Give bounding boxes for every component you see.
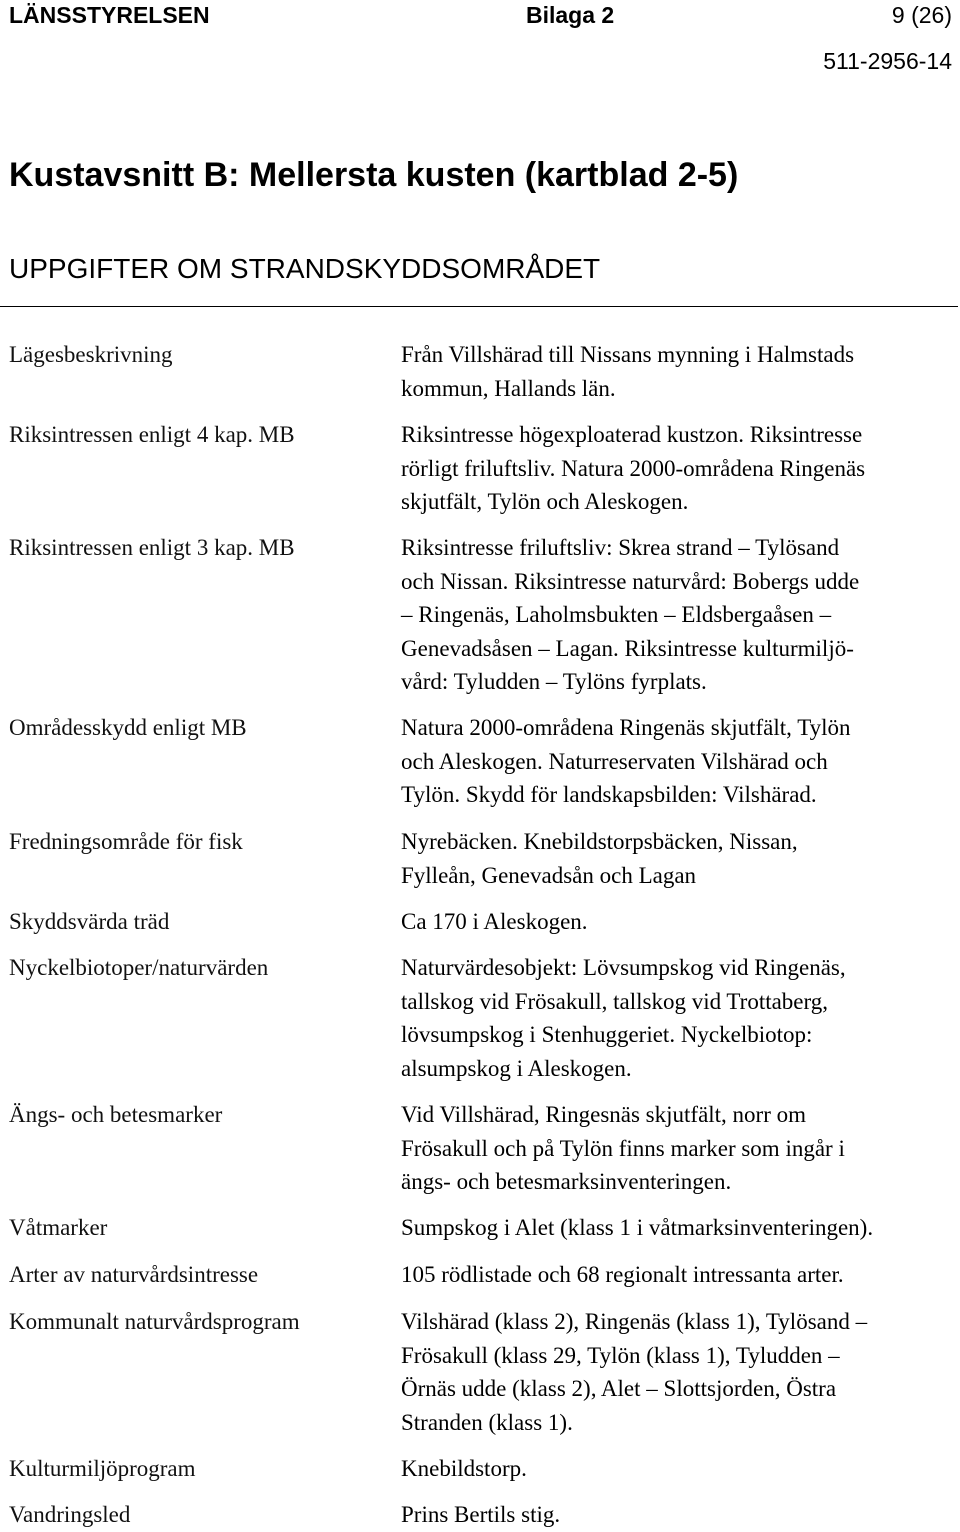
row-label: Kommunalt naturvårdsprogram — [9, 1309, 300, 1334]
appendix-label: Bilaga 2 — [526, 2, 615, 28]
row-value: Vid Villshärad, Ringesnäs skjutfält, norr om Frösakull och på Tylön finns marker som ingår i ängs- och betesmarksinventeringen. — [401, 1102, 845, 1194]
row-value: Riksintresse friluftsliv: Skrea strand – Tylösand och Nissan. Riksintresse naturvård: Bobergs udde – Ringenäs, Laholmsbukten – Eldsbergaåsen – Genevadsåsen – Lagan. Riksintresse kulturmiljö- vård: Tyludden – Tylöns fyrplats. — [401, 535, 860, 694]
row-value: Naturvärdesobjekt: Lövsumpskog vid Ringenäs, tallskog vid Frösakull, tallskog vid Trottaberg, lövsumpskog i Stenhuggeriet. Nyckelbiotop: alsumpskog i Aleskogen. — [401, 955, 846, 1081]
row-value: Riksintresse högexploaterad kustzon. Riksintresse rörligt friluftsliv. Natura 2000-områdena Ringenäs skjutfält, Tylön och Aleskogen. — [401, 422, 866, 514]
row-label: Lägesbeskrivning — [9, 342, 173, 367]
page-number: 9 (26) — [891, 2, 952, 28]
row-value: Från Villshärad till Nissans mynning i Halmstads kommun, Hallands län. — [401, 342, 855, 401]
row-value: Prins Bertils stig. — [401, 1502, 561, 1527]
section-subtitle: UPPGIFTER OM STRANDSKYDDSOMRÅDET — [9, 253, 601, 284]
row-label: Fredningsområde för fisk — [9, 829, 243, 854]
row-value: Ca 170 i Aleskogen. — [401, 909, 588, 934]
row-label: Områdesskydd enligt MB — [9, 715, 247, 740]
row-label: Kulturmiljöprogram — [9, 1456, 196, 1481]
row-value: Vilshärad (klass 2), Ringenäs (klass 1), Tylösand – Frösakull (klass 29, Tylön (klass 1), Tyludden – Örnäs udde (klass 2), Alet – Slottsjorden, Östra Stranden (klass 1). — [401, 1309, 868, 1435]
row-label: Skyddsvärda träd — [9, 909, 170, 934]
row-value: 105 rödlistade och 68 regionalt intressanta arter. — [401, 1262, 844, 1287]
row-value: Natura 2000-områdena Ringenäs skjutfält, Tylön och Aleskogen. Naturreservaten Vilshärad och Tylön. Skydd för landskapsbilden: Vilshärad. — [401, 715, 851, 807]
page-title: Kustavsnitt B: Mellersta kusten (kartblad 2-5) — [9, 156, 739, 194]
row-value: Sumpskog i Alet (klass 1 i våtmarksinventeringen). — [401, 1215, 874, 1240]
row-label: Riksintressen enligt 3 kap. MB — [9, 535, 295, 560]
row-value: Knebildstorp. — [401, 1456, 527, 1481]
organization-name: LÄNSSTYRELSEN — [9, 2, 210, 28]
reference-number: 511-2956-14 — [823, 48, 952, 74]
row-label: Våtmarker — [9, 1215, 108, 1240]
row-label: Ängs- och betesmarker — [9, 1102, 223, 1127]
divider — [0, 306, 958, 307]
row-label: Arter av naturvårdsintresse — [9, 1262, 259, 1287]
row-label: Vandringsled — [9, 1502, 131, 1527]
row-label: Riksintressen enligt 4 kap. MB — [9, 422, 295, 447]
row-label: Nyckelbiotoper/naturvärden — [9, 955, 269, 980]
row-value: Nyrebäcken. Knebildstorpsbäcken, Nissan, Fylleån, Genevadsån och Lagan — [401, 829, 798, 888]
